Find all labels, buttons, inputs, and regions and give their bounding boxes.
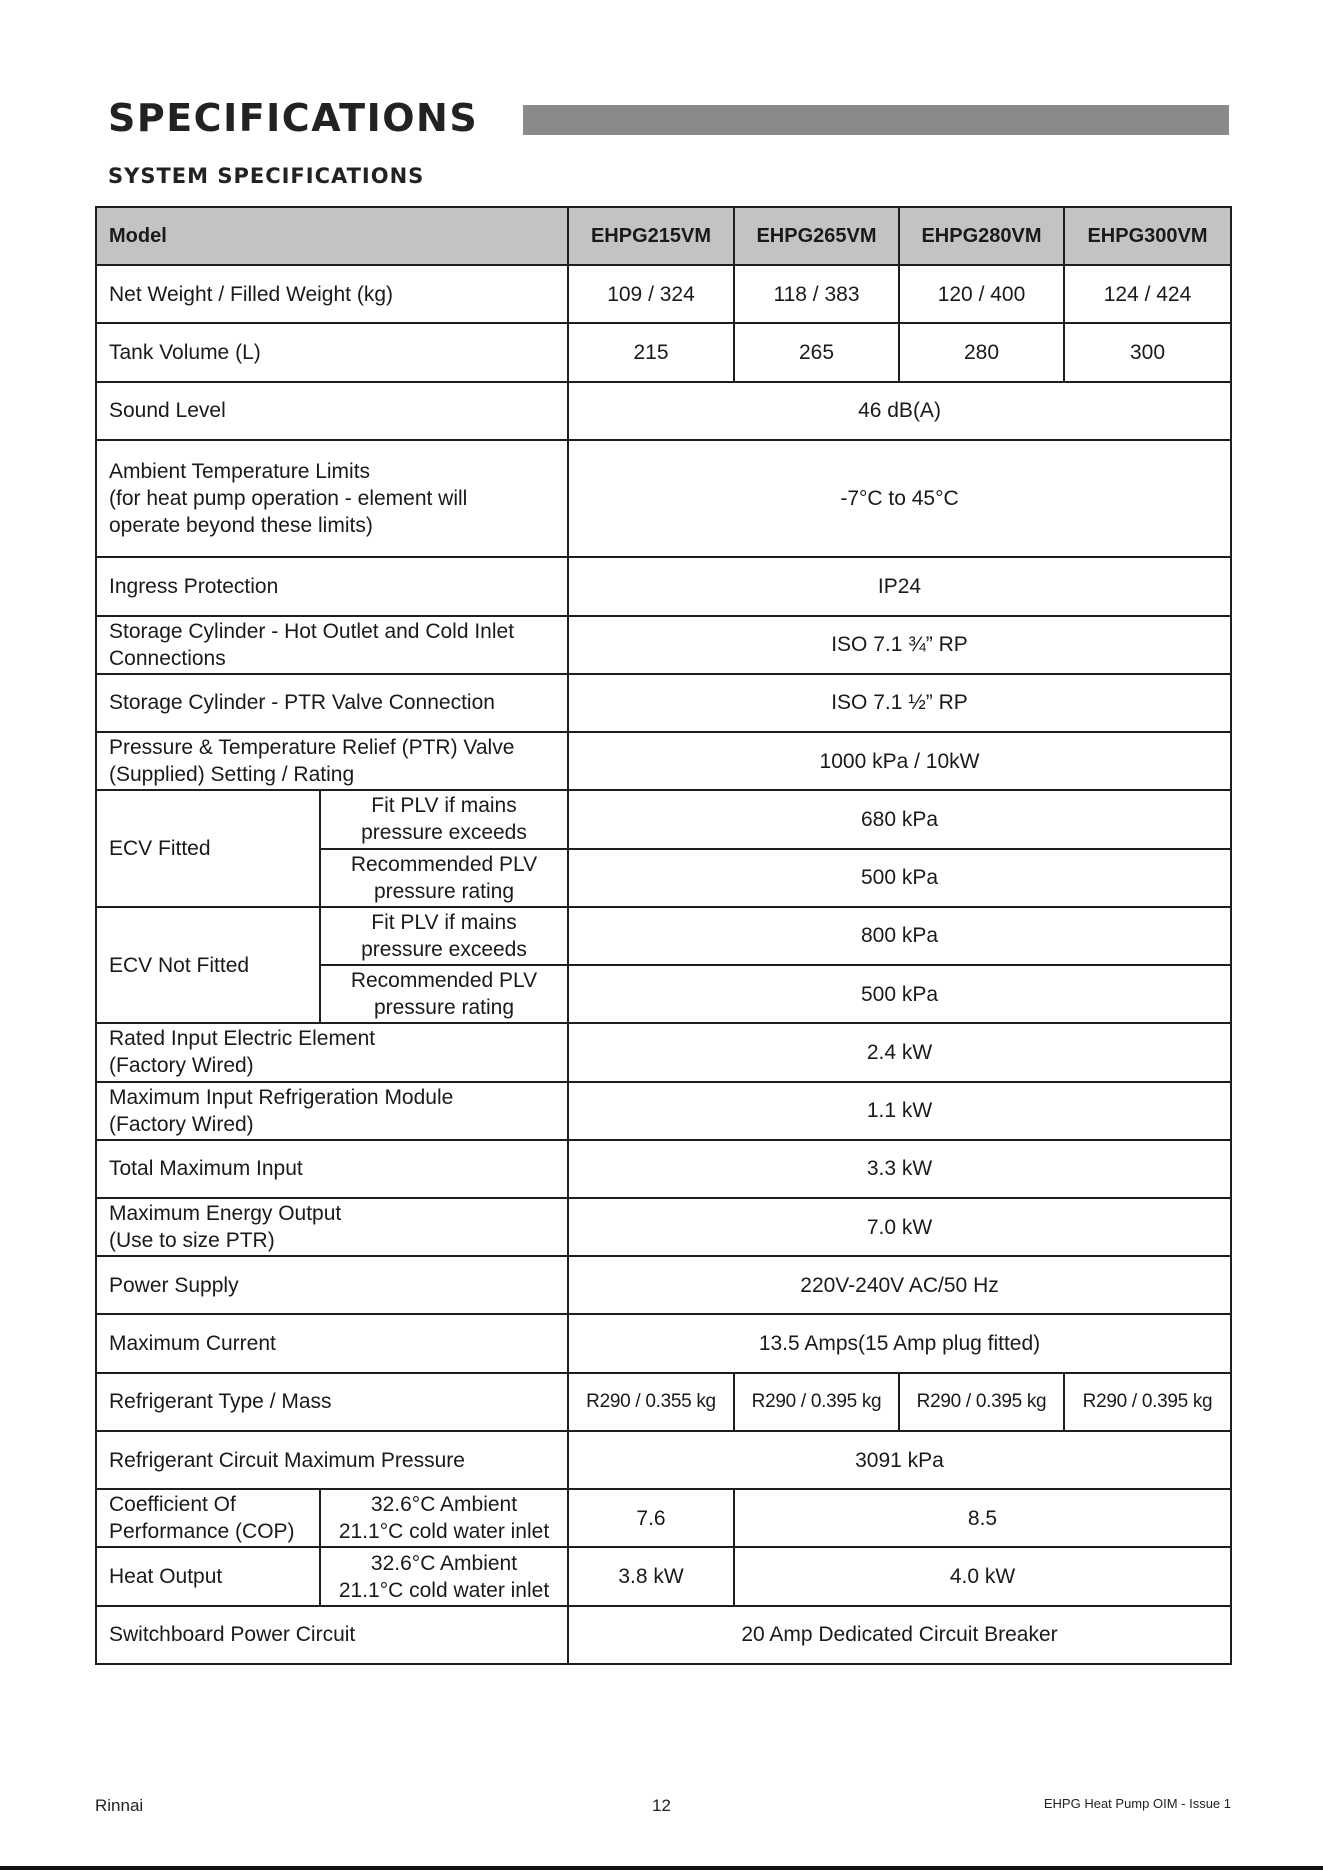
table-row — [96, 1023, 1231, 1081]
sub-label — [320, 790, 568, 848]
table-row — [96, 1082, 1231, 1140]
table-row — [96, 1489, 1231, 1547]
bottom-edge-line — [0, 1866, 1323, 1870]
table-row — [96, 1314, 1231, 1372]
table-row — [96, 323, 1231, 381]
cell-value: 118 / 383 — [734, 265, 899, 323]
label-line: Maximum Input Refrigeration Module — [109, 1085, 454, 1109]
cell-value: IP24 — [568, 557, 1231, 615]
cell-value: 109 / 324 — [568, 265, 734, 323]
model-label: Model — [96, 207, 568, 265]
cell-value: 3091 kPa — [568, 1431, 1231, 1489]
cell-value: 265 — [734, 323, 899, 381]
cell-value: 7.0 kW — [568, 1198, 1231, 1256]
label-line: (Factory Wired) — [109, 1112, 254, 1136]
sub-label — [320, 849, 568, 907]
cell-value: ISO 7.1 ¾” RP — [568, 616, 1231, 674]
cell-value: 2.4 kW — [568, 1023, 1231, 1081]
label-line: (for heat pump operation - element will — [109, 487, 468, 511]
model-header: EHPG280VM — [899, 207, 1064, 265]
row-label: Power Supply — [96, 1256, 568, 1314]
table-row — [96, 382, 1231, 440]
label-line: Recommended PLV — [350, 969, 538, 993]
row-label: Ingress Protection — [96, 557, 568, 615]
label-line: (Supplied) Setting / Rating — [109, 763, 355, 787]
table-row — [96, 1256, 1231, 1314]
label-line: pressure rating — [373, 879, 515, 903]
label-line: Recommended PLV — [350, 852, 538, 876]
cell-value: 300 — [1064, 323, 1231, 381]
sub-label — [320, 1547, 568, 1605]
footer-doc-title: EHPG Heat Pump OIM - Issue 1 — [1043, 1796, 1231, 1811]
cell-value: 46 dB(A) — [568, 382, 1231, 440]
cell-value: R290 / 0.355 kg — [568, 1373, 734, 1431]
row-group-label: ECV Fitted — [96, 790, 320, 906]
label-line: (Use to size PTR) — [109, 1229, 275, 1253]
table-row — [96, 1431, 1231, 1489]
cell-value: 800 kPa — [568, 907, 1231, 965]
sub-label — [320, 965, 568, 1023]
label-line: Coefficient Of — [109, 1493, 236, 1517]
sub-label — [320, 1489, 568, 1547]
table-row — [96, 674, 1231, 732]
label-line: pressure exceeds — [361, 821, 527, 845]
label-line: Rated Input Electric Element — [109, 1027, 376, 1051]
label-line: Maximum Energy Output — [109, 1202, 342, 1226]
cell-value: 215 — [568, 323, 734, 381]
table-row — [96, 557, 1231, 615]
label-line: Ambient Temperature Limits — [109, 460, 371, 484]
row-label: Tank Volume (L) — [96, 323, 568, 381]
cell-value: 4.0 kW — [734, 1547, 1231, 1605]
table-row — [96, 1140, 1231, 1198]
table-row — [96, 616, 1231, 674]
label-line: pressure rating — [373, 996, 515, 1020]
cell-value: 1.1 kW — [568, 1082, 1231, 1140]
row-label: Storage Cylinder - PTR Valve Connection — [96, 674, 568, 732]
cell-value: 120 / 400 — [899, 265, 1064, 323]
cell-value: 20 Amp Dedicated Circuit Breaker — [568, 1606, 1231, 1664]
cell-value: 680 kPa — [568, 790, 1231, 848]
table-row — [96, 732, 1231, 790]
table-row — [96, 1198, 1231, 1256]
label-line: 32.6°C Ambient — [370, 1493, 518, 1517]
page-number: 12 — [652, 1796, 671, 1815]
label-line: Fit PLV if mains — [371, 794, 517, 818]
label-line: Connections — [109, 646, 226, 670]
table-row — [96, 1606, 1231, 1664]
label-line: (Factory Wired) — [109, 1054, 254, 1078]
cell-value: 8.5 — [734, 1489, 1231, 1547]
row-label: Refrigerant Type / Mass — [96, 1373, 568, 1431]
cell-value: 7.6 — [568, 1489, 734, 1547]
cell-value: R290 / 0.395 kg — [899, 1373, 1064, 1431]
row-label — [96, 440, 568, 557]
label-line: 21.1°C cold water inlet — [338, 1520, 550, 1544]
row-label — [96, 1082, 568, 1140]
cell-value: 500 kPa — [568, 849, 1231, 907]
section-title: SYSTEM SPECIFICATIONS — [108, 164, 425, 188]
label-line: pressure exceeds — [361, 937, 527, 961]
table-row — [96, 790, 1231, 848]
cell-value: 500 kPa — [568, 965, 1231, 1023]
cell-value: 124 / 424 — [1064, 265, 1231, 323]
cell-value: ISO 7.1 ½” RP — [568, 674, 1231, 732]
cell-value: R290 / 0.395 kg — [1064, 1373, 1231, 1431]
table-row — [96, 440, 1231, 557]
cell-value: 13.5 Amps(15 Amp plug fitted) — [568, 1314, 1231, 1372]
label-line: operate beyond these limits) — [109, 514, 373, 538]
row-label: Refrigerant Circuit Maximum Pressure — [96, 1431, 568, 1489]
sub-label — [320, 907, 568, 965]
row-label: Heat Output — [96, 1547, 320, 1605]
label-line: Performance (COP) — [109, 1520, 295, 1544]
cell-value: 220V-240V AC/50 Hz — [568, 1256, 1231, 1314]
cell-value: 1000 kPa / 10kW — [568, 732, 1231, 790]
row-label — [96, 1489, 320, 1547]
system-specifications-table — [95, 206, 1232, 1665]
label-line: 21.1°C cold water inlet — [338, 1578, 550, 1602]
cell-value: -7°C to 45°C — [568, 440, 1231, 557]
table-row — [96, 1547, 1231, 1605]
table-row — [96, 907, 1231, 965]
row-label: Sound Level — [96, 382, 568, 440]
row-group-label: ECV Not Fitted — [96, 907, 320, 1023]
label-line: Pressure & Temperature Relief (PTR) Valve — [109, 736, 515, 760]
row-label — [96, 616, 568, 674]
cell-value: 3.8 kW — [568, 1547, 734, 1605]
page-title: SPECIFICATIONS — [108, 96, 479, 140]
title-decor-bar — [523, 105, 1229, 135]
cell-value: R290 / 0.395 kg — [734, 1373, 899, 1431]
table-row — [96, 1373, 1231, 1431]
table-header-row — [96, 207, 1231, 265]
row-label — [96, 732, 568, 790]
row-label: Switchboard Power Circuit — [96, 1606, 568, 1664]
row-label: Total Maximum Input — [96, 1140, 568, 1198]
row-label: Net Weight / Filled Weight (kg) — [96, 265, 568, 323]
label-line: Storage Cylinder - Hot Outlet and Cold Inlet — [109, 619, 515, 643]
label-line: 32.6°C Ambient — [370, 1551, 518, 1575]
cell-value: 3.3 kW — [568, 1140, 1231, 1198]
model-header: EHPG265VM — [734, 207, 899, 265]
row-label — [96, 1023, 568, 1081]
table-row — [96, 265, 1231, 323]
footer-brand: Rinnai — [95, 1796, 144, 1815]
row-label — [96, 1198, 568, 1256]
cell-value: 280 — [899, 323, 1064, 381]
model-header: EHPG215VM — [568, 207, 734, 265]
label-line: Fit PLV if mains — [371, 910, 517, 934]
row-label: Maximum Current — [96, 1314, 568, 1372]
model-header: EHPG300VM — [1064, 207, 1231, 265]
